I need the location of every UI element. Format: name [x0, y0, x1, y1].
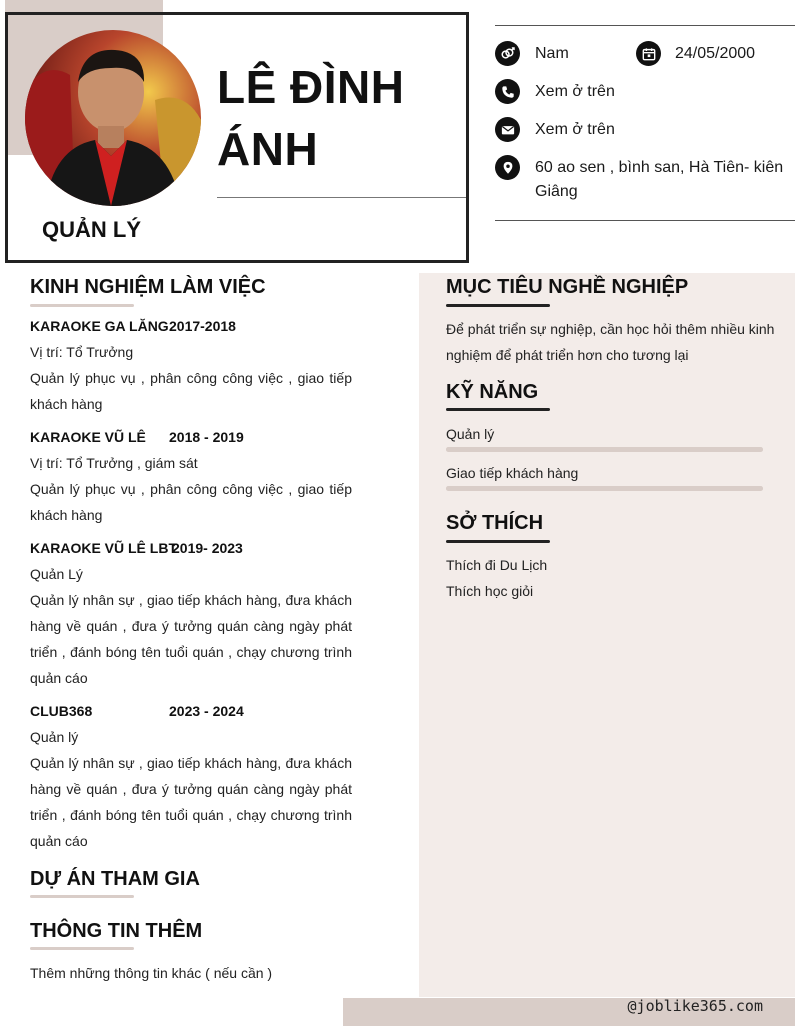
hobbies-underline — [446, 540, 550, 543]
skill-2-name: Giao tiếp khách hàng — [446, 465, 579, 481]
location-icon — [495, 155, 520, 180]
skill-1-bar — [446, 447, 763, 452]
job-4-company: CLUB368 — [30, 703, 93, 719]
hobbies-title: SỞ THÍCH — [446, 512, 544, 534]
email-icon — [495, 117, 520, 142]
avatar — [25, 30, 201, 206]
skills-title: KỸ NĂNG — [446, 381, 539, 403]
skill-1-fill — [446, 447, 763, 452]
contact-bottom-divider — [495, 220, 795, 221]
job-2-company: KARAOKE VŨ LÊ — [30, 429, 146, 445]
gender-value: Nam — [535, 45, 569, 62]
candidate-name — [217, 56, 405, 180]
name-line-1: LÊ ĐÌNH — [217, 61, 405, 113]
skill-2-bar — [446, 486, 763, 491]
hobby-item: Thích đi Du Lịch — [446, 557, 548, 573]
skills-underline — [446, 408, 550, 411]
job-3-description: Quản lý nhân sự , giao tiếp khách hàng, đưa khách hàng về quán , đưa ý tưởng quán càng ngày phát triển , đánh bóng tên tuổi quán , chạy chương trình quản cáo — [30, 592, 352, 686]
job-4-position: Quản lý — [30, 729, 79, 745]
job-3-company: KARAOKE VŨ LÊ LBT — [30, 540, 177, 556]
phone-value: Xem ở trên — [535, 83, 615, 100]
additional-text: Thêm những thông tin khác ( nếu cần ) — [30, 965, 273, 981]
skill-2-fill — [446, 486, 763, 491]
email-value: Xem ở trên — [535, 121, 615, 138]
contact-top-divider — [495, 25, 795, 26]
name-divider — [217, 197, 466, 198]
job-2-description: Quản lý phục vụ , phân công công việc , giao tiếp khách hàng — [30, 481, 352, 523]
name-line-2: ÁNH — [217, 123, 319, 175]
job-1-company: KARAOKE GA LĂNG — [30, 318, 169, 334]
job-1-position: Vị trí: Tổ Trưởng — [30, 344, 134, 360]
job-title: QUẢN LÝ — [42, 217, 141, 242]
experience-title: KINH NGHIỆM LÀM VIỆC — [30, 276, 266, 298]
birthday-value: 24/05/2000 — [675, 45, 756, 62]
job-3-years: 2019- 2023 — [172, 540, 243, 556]
job-2-years: 2018 - 2019 — [169, 429, 244, 445]
projects-title: DỰ ÁN THAM GIA — [30, 868, 200, 890]
hobby-item: Thích học giỏi — [446, 583, 534, 599]
additional-title: THÔNG TIN THÊM — [30, 920, 203, 942]
additional-underline — [30, 947, 134, 950]
gender-icon — [495, 41, 520, 66]
job-1-years: 2017-2018 — [169, 318, 236, 334]
experience-underline — [30, 304, 134, 307]
job-1-description: Quản lý phục vụ , phân công công việc , giao tiếp khách hàng — [30, 370, 352, 412]
objective-text: Để phát triển sự nghiệp, cần học hỏi thêm nhiều kinh nghiệm để phát triển hơn cho tương lại — [446, 321, 775, 363]
objective-title: MỤC TIÊU NGHỀ NGHIỆP — [446, 276, 689, 298]
projects-underline — [30, 895, 134, 898]
job-2-position: Vị trí: Tổ Trưởng , giám sát — [30, 455, 198, 471]
address-value: 60 ao sen , bình san, Hà Tiên- kiên Giâng — [535, 159, 784, 200]
calendar-icon — [636, 41, 661, 66]
job-4-years: 2023 - 2024 — [169, 703, 244, 719]
job-4-description: Quản lý nhân sự , giao tiếp khách hàng, đưa khách hàng về quán , đưa ý tưởng quán càng ngày phát triển , đánh bóng tên tuổi quán , chạy chương trình quản cáo — [30, 755, 352, 849]
job-3-position: Quản Lý — [30, 566, 83, 582]
phone-icon — [495, 79, 520, 104]
footer-watermark: @joblike365.com — [627, 997, 763, 1015]
skill-1-name: Quản lý — [446, 426, 495, 442]
objective-underline — [446, 304, 550, 307]
